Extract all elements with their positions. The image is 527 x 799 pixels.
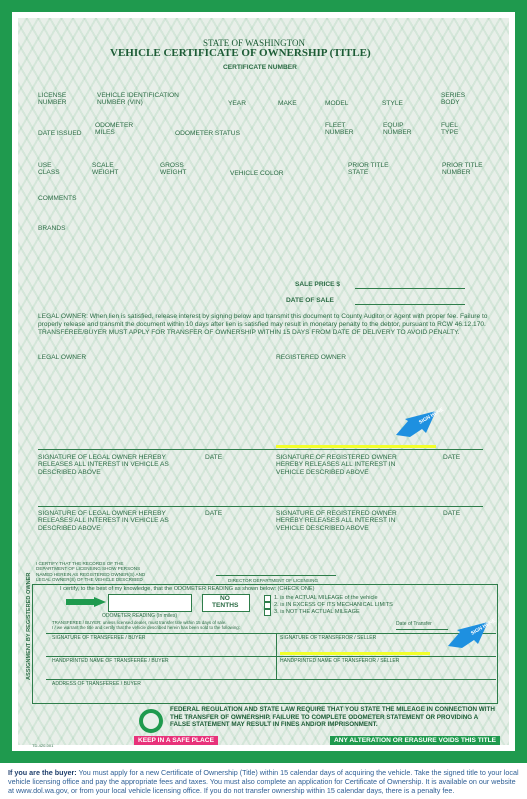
checkbox-excess[interactable] xyxy=(264,602,271,609)
alteration-warning: ANY ALTERATION OR ERASURE VOIDS THIS TITLE xyxy=(330,736,500,745)
odometer-reading-box[interactable] xyxy=(108,594,192,612)
assignment-divider-2 xyxy=(46,656,496,657)
option-excess: 2. is IN EXCESS OF ITS MECHANICAL LIMITS xyxy=(274,602,393,608)
sign-here-arrow-2 xyxy=(448,617,497,648)
sign-here-arrow-1 xyxy=(396,406,445,437)
odometer-status-label: ODOMETER STATUS xyxy=(175,130,240,137)
assignment-divider-3 xyxy=(46,679,496,680)
make-label: MAKE xyxy=(278,100,297,107)
sig-transferee-label: SIGNATURE OF TRANSFEREE / BUYER xyxy=(52,635,146,641)
buyer-text: You must apply for a new Certificate of Ownership (Title) within 15 calendar days of acquiring the vehicle. Take the signed title to your local vehicle licensing office and pay the appropriate fees and taxes. You must also complete an application for Certificate of Ownership. It is available on our website at www.dol.wa.gov, or from your local vehicle licensing office. If you do not transfer ownership within 15 calendar days, there is a penalty fee. xyxy=(8,768,519,795)
date-label-1: DATE xyxy=(205,454,223,461)
sig-legal-owner-1: SIGNATURE OF LEGAL OWNER HEREBY RELEASES ALL INTEREST IN VEHICLE AS DESCRIBED ABOVE xyxy=(38,454,169,476)
brands-label: BRANDS xyxy=(38,225,66,232)
vin-label: VEHICLE IDENTIFICATION NUMBER (VIN) xyxy=(97,92,179,107)
sale-price-label: SALE PRICE $ xyxy=(295,281,341,288)
equip-number-label: EQUIP NUMBER xyxy=(383,122,412,137)
signature-line-1 xyxy=(38,449,483,450)
signature-highlight-2 xyxy=(280,652,430,655)
odometer-arrow-icon xyxy=(66,597,106,607)
prior-title-number-label: PRIOR TITLE NUMBER xyxy=(442,162,483,177)
buyer-instructions xyxy=(8,768,520,795)
option-actual: 1. is the ACTUAL MILEAGE of the vehicle xyxy=(274,595,378,601)
license-number-label: LICENSE NUMBER xyxy=(38,92,67,107)
director-line xyxy=(216,575,336,576)
certificate-number-label: CERTIFICATE NUMBER xyxy=(223,64,297,71)
form-number: TD-420-001 xyxy=(32,743,54,748)
sig-transferor-label: SIGNATURE OF TRANSFEROR / SELLER xyxy=(280,635,377,641)
use-class-label: USE CLASS xyxy=(38,162,60,177)
odometer-miles-label: ODOMETER MILES xyxy=(95,122,134,137)
certify-text: I CERTIFY THAT THE RECORDS OF THE DEPARTMENT OF LICENSING SHOW PERSONS NAMED HEREIN AS REGISTERED OWNER(S) AND LEGAL OWNER(S) OF THE VEHICLE DESCRIBED xyxy=(36,561,146,583)
comments-label: COMMENTS xyxy=(38,195,77,202)
scale-weight-label: SCALE WEIGHT xyxy=(92,162,119,177)
director-label: DIRECTOR DEPARTMENT OF LICENSING xyxy=(228,578,319,583)
gross-weight-label: GROSS WEIGHT xyxy=(160,162,187,177)
sig-registered-owner-2: SIGNATURE OF REGISTERED OWNER HEREBY RELEASES ALL INTEREST IN VEHICLE DESCRIBED ABOVE xyxy=(276,510,397,532)
checkbox-actual[interactable] xyxy=(264,595,271,602)
sign-here-text-1: SIGN HERE xyxy=(418,406,445,426)
vehicle-color-label: VEHICLE COLOR xyxy=(230,170,284,177)
series-body-label: SERIES BODY xyxy=(441,92,466,107)
date-label-2: DATE xyxy=(443,454,461,461)
buyer-lead: If you are the buyer: xyxy=(8,768,77,777)
document-title: VEHICLE CERTIFICATE OF OWNERSHIP (TITLE) xyxy=(110,47,371,59)
style-label: STYLE xyxy=(382,100,403,107)
checkbox-not-actual[interactable] xyxy=(264,609,271,616)
odometer-reading-label: ODOMETER READING (In miles) xyxy=(102,613,178,619)
date-of-sale-line[interactable] xyxy=(355,304,465,305)
title-inner xyxy=(12,12,515,751)
sign-here-text-2: SIGN HERE xyxy=(470,617,497,637)
date-issued-label: DATE ISSUED xyxy=(38,130,82,137)
fuel-type-label: FUEL TYPE xyxy=(441,122,459,137)
legal-owner-label: LEGAL OWNER xyxy=(38,354,87,361)
prior-title-state-label: PRIOR TITLE STATE xyxy=(348,162,389,177)
sig-legal-owner-2: SIGNATURE OF LEGAL OWNER HEREBY RELEASES ALL INTEREST IN VEHICLE AS DESCRIBED ABOVE xyxy=(38,510,169,532)
assignment-side-label: ASSIGNMENT BY REGISTERED OWNER xyxy=(26,572,32,680)
odometer-statement: I certify, to the best of my knowledge, that the ODOMETER READING as shown below: (CHECK ONE) xyxy=(60,586,315,592)
state-seal-icon xyxy=(139,709,163,733)
warrant-note: I / we warrant the title and certify that the vehicle described herein has been sold to the following: xyxy=(52,625,240,630)
federal-regulation-text: FEDERAL REGULATION AND STATE LAW REQUIRE THAT YOU STATE THE MILEAGE IN CONNECTION WITH THE TRANSFER OF OWNERSHIP. FAILURE TO COMPLETE ODOMETER STATEMENT OR PROVIDING A FALSE STATEMENT MAY RESULT IN FINES AND/OR IMPRISONMENT. xyxy=(170,706,495,729)
signature-line-2 xyxy=(38,506,483,507)
fleet-number-label: FLEET NUMBER xyxy=(325,122,354,137)
keep-safe-label: KEEP IN A SAFE PLACE xyxy=(134,736,218,745)
date-of-sale-label: DATE OF SALE xyxy=(286,297,334,304)
signature-highlight-1 xyxy=(276,445,436,448)
year-label: YEAR xyxy=(228,100,246,107)
address-transferee-label: ADDRESS OF TRANSFEREE / BUYER xyxy=(52,681,141,687)
assignment-divider-1 xyxy=(46,633,496,634)
model-label: MODEL xyxy=(325,100,349,107)
legal-owner-instructions: LEGAL OWNER: When lien is satisfied, release interest by signing below and transmit this document to County Auditor or Agent with proper fee. Failure to properly release and transmit the document within 10 days after lien is satisfied may result in monetary penalty to the debtor, pursuant to RCW 46.12.170. TRANSFEREE/BUYER MUST APPLY FOR TRANSFER OF OWNERSHIP WITHIN 15 DAYS FROM DATE OF DELIVERY TO AVOID PENALTY. xyxy=(38,313,488,337)
date-label-4: DATE xyxy=(443,510,461,517)
no-tenths-label: NO TENTHS xyxy=(212,595,239,610)
date-of-transfer-line[interactable] xyxy=(396,629,448,630)
title-document xyxy=(18,18,509,748)
option-not-actual: 3. is NOT THE ACTUAL MILEAGE xyxy=(274,609,360,615)
handprinted-transferee-label: HANDPRINTED NAME OF TRANSFEREE / BUYER xyxy=(52,658,169,664)
date-of-transfer-label: Date of Transfer xyxy=(396,621,432,627)
transferee-note: TRANSFEREE / BUYER: unless licensed dealer, must transfer title within 15 days of sale. xyxy=(52,620,227,625)
sig-registered-owner-1: SIGNATURE OF REGISTERED OWNER HEREBY RELEASES ALL INTEREST IN VEHICLE DESCRIBED ABOVE xyxy=(276,454,397,476)
state-heading: STATE OF WASHINGTON xyxy=(203,38,305,48)
registered-owner-label: REGISTERED OWNER xyxy=(276,354,346,361)
sale-price-line[interactable] xyxy=(355,288,465,289)
handprinted-transferor-label: HANDPRINTED NAME OF TRANSFEROR / SELLER xyxy=(280,658,400,664)
date-label-3: DATE xyxy=(205,510,223,517)
